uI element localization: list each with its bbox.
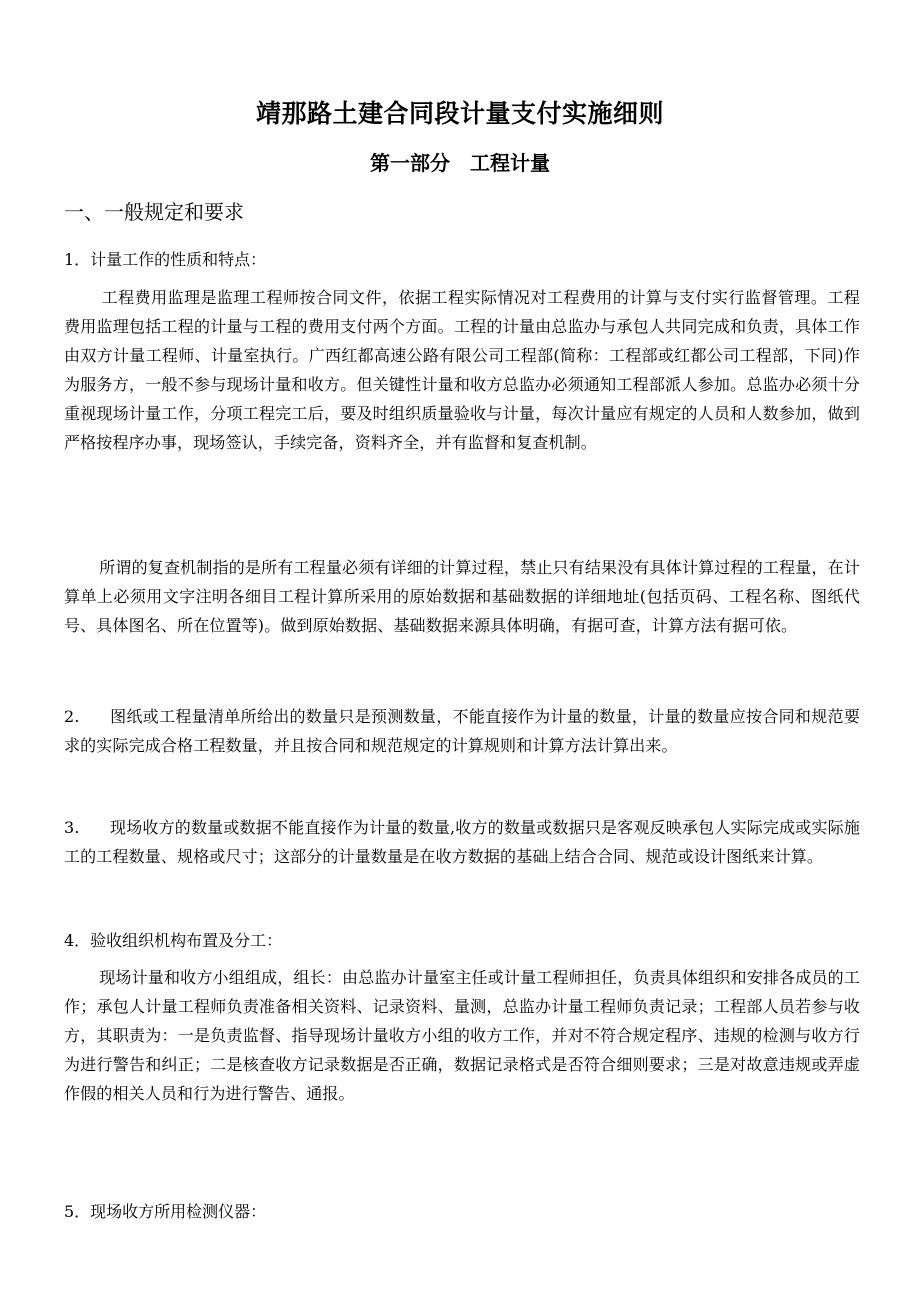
item3-number: 3. [64, 818, 80, 837]
item1-paragraph-2: 所谓的复查机制指的是所有工程量必须有详细的计算过程，禁止只有结果没有具体计算过程的工程量，在计算单上必须用文字注明各细目工程计算所采用的原始数据和基础数据的详细地址(包括页码、工程名称、图纸代号、具体图名、所在位置等)。做到原始数据、基础数据来源具体明确，有据可查，计算方法有据可依。 [64, 558, 860, 635]
item2-text: 图纸或工程量清单所给出的数量只是预测数量，不能直接作为计量的数量，计量的数量应按合同和规范要求的实际完成合格工程数量，并且按合同和规范规定的计算规则和计算方法计算出来。 [64, 707, 860, 755]
item5-heading: 5．现场收方所用检测仪器： [64, 1202, 267, 1221]
part-title: 第一部分 工程计量 [370, 151, 550, 175]
item1-paragraph-1: 工程费用监理是监理工程师按合同文件，依据工程实际情况对工程费用的计算与支付实行监督管理。工程费用监理包括工程的计量与工程的费用支付两个方面。工程的计量由总监办与承包人共同完成和负责，具体工作由双方计量工程师、计量室执行。广西红都高速公路有限公司工程部(简称：工程部或红都公司工程部，下同)作为服务方，一般不参与现场计量和收方。但关键性计量和收方总监办必须通知工程部派人参加。总监办必须十分重视现场计量工作，分项工程完工后，要及时组织质量验收与计量，每次计量应有规定的人员和人数参加，做到严格按程序办事，现场签认，手续完备，资料齐全，并有监督和复查机制。 [64, 288, 860, 452]
item3-text: 现场收方的数量或数据不能直接作为计量的数量,收方的数量或数据只是客观反映承包人实际完成或实际施工的工程数量、规格或尺寸；这部分的计量数量是在收方数据的基础上结合合同、规范或设计图纸来计算。 [64, 818, 860, 866]
item1-heading: 1．计量工作的性质和特点： [64, 250, 267, 269]
item4-paragraph: 现场计量和收方小组组成，组长：由总监办计量室主任或计量工程师担任，负责具体组织和安排各成员的工作；承包人计量工程师负责准备相关资料、记录资料、量测，总监办计量工程师负责记录；工程部人员若参与收方，其职责为：一是负责监督、指导现场计量收方小组的收方工作，并对不符合规定程序、违规的检测与收方行为进行警告和纠正；二是核查收方记录数据是否正确，数据记录格式是否符合细则要求；三是对故意违规或弄虚作假的相关人员和行为进行警告、通报。 [64, 968, 860, 1103]
item2-number: 2. [64, 707, 80, 726]
item2-paragraph [64, 702, 860, 760]
item3-paragraph [64, 813, 860, 871]
document-title: 靖那路土建合同段计量支付实施细则 [255, 99, 664, 128]
item4-heading: 4．验收组织机构布置及分工： [64, 931, 283, 950]
section-heading: 一、一般规定和要求 [64, 200, 244, 224]
